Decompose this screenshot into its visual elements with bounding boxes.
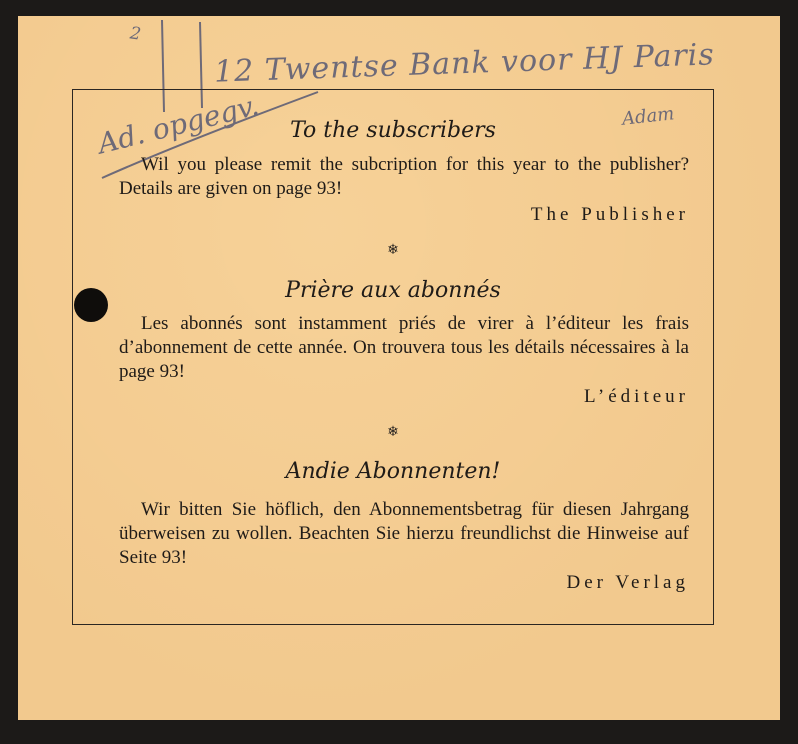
section-signature-german: Der Verlag [566,572,689,593]
handwritten-side-note: Adam [621,103,676,130]
section-body-german: Wir bitten Sie höflich, den Abonnementsbetrag für diesen Jahrgang überweisen zu wollen. Beachten Sie hierzu freundlichst die Hinweise auf Seite 93! [119,499,689,568]
section-title-german: Andie Abonnenten! [285,459,501,484]
ornament-icon: ❄ [387,424,399,440]
section-body-french: Les abonnés sont instamment priés de virer à l’éditeur les frais d’abonnement de cette année. On trouvera tous les détails nécessaires à la page 93! [119,313,689,382]
section-title-french: Prière aux abonnés [285,278,501,303]
notice-box [72,89,714,625]
ornament-icon: ❄ [387,242,399,258]
section-body-english: Wil you please remit the subcription for this year to the publisher? Details are given on page 93! [119,154,689,199]
section-signature-english: The Publisher [530,204,689,225]
handwritten-stamp-note: Ad. opgegv. [94,88,263,161]
section-title-english: To the subscribers [290,118,496,143]
section-signature-french: L’éditeur [584,386,689,407]
handwritten-page-number: 2 [128,23,143,45]
notice-card [18,16,780,720]
handwritten-bank-note: 12 Twentse Bank voor HJ Paris [213,37,716,90]
